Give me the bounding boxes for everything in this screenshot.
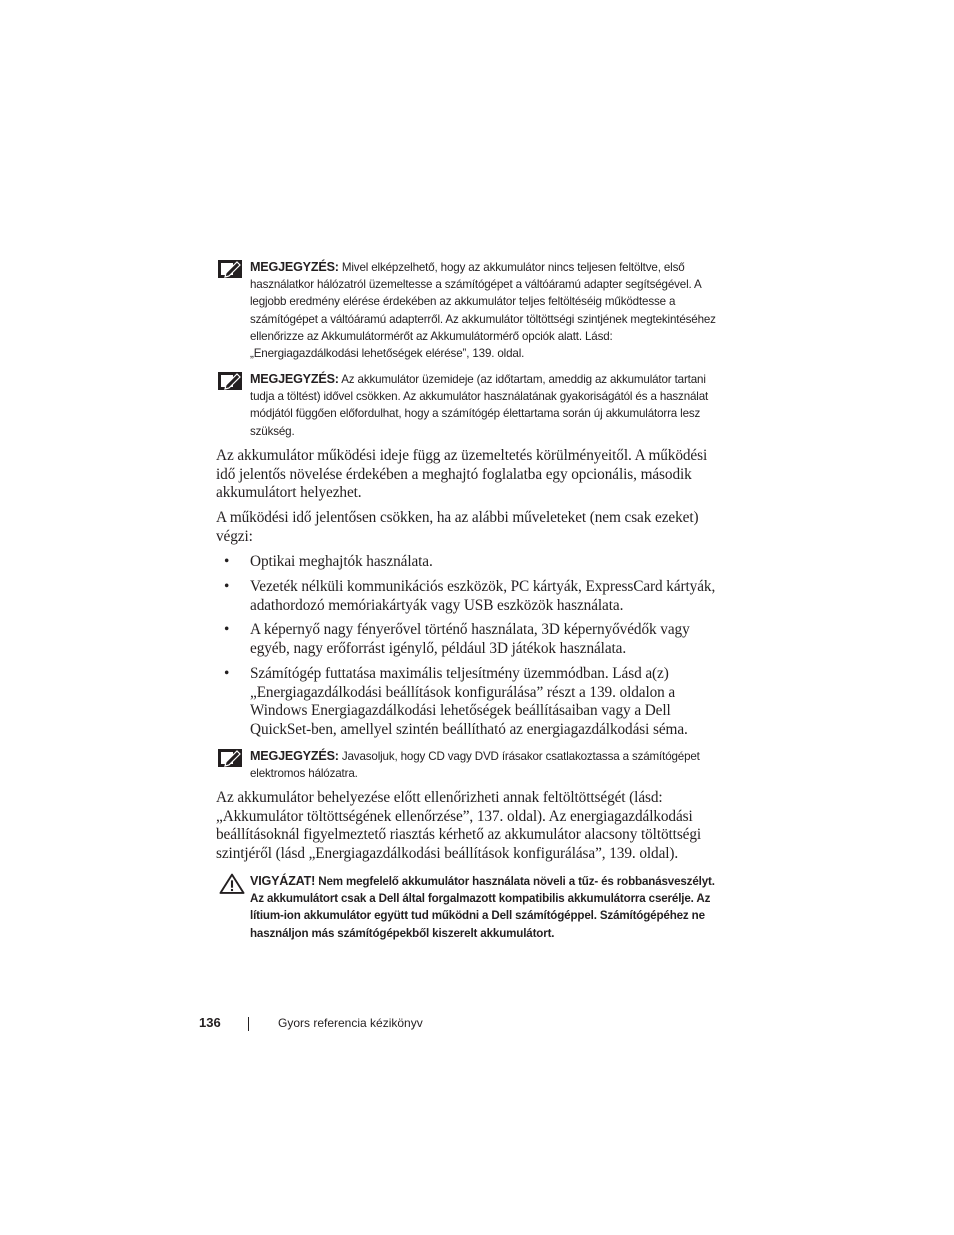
note-label: MEGJEGYZÉS: [250, 749, 339, 763]
note-pencil-icon [218, 372, 242, 390]
note-pencil-icon [218, 260, 242, 278]
body-paragraph: A működési idő jelentősen csökken, ha az alábbi műveleteket (nem csak ezeket) végzi: [216, 509, 699, 545]
note-block [216, 748, 716, 782]
bullet-icon: • [224, 621, 230, 638]
page-number: 136 [199, 1015, 221, 1030]
list-item [216, 578, 716, 615]
note-label: MEGJEGYZÉS: [250, 372, 339, 386]
list-item-text: Optikai meghajtók használata. [250, 553, 433, 570]
list-item-text: Vezeték nélküli kommunikációs eszközök, PC kártyák, ExpressCard kártyák, adathordozó memóriakártyák vagy USB eszközök használata. [250, 578, 716, 614]
note-body: Az akkumulátor üzemideje (az időtartam, ameddig az akkumulátor tartani tudja a töltést) idővel csökken. Az akkumulátor használatának gyakoriságától és a használat módjától függően előfordulhat, hogy a számítógép élettartama során új akkumulátorra lesz szükség. [250, 373, 709, 438]
bullet-icon: • [224, 665, 230, 682]
list-item-text: Számítógép futtatása maximális teljesítmény üzemmódban. Lásd a(z) „Energiagazdálkodási beállítások konfigurálása” részt a 139. oldalon a Windows Energiagazdálkodási lehetőségek beállításaiban vagy a Dell QuickSet-ben, amellyel szintén beállítható az energiagazdálkodási séma. [250, 665, 688, 739]
note-body: Mivel elképzelhető, hogy az akkumulátor nincs teljesen feltöltve, első használatkor hálózatról üzemeltesse a számítógépet a váltóáramú adapter segítségével. A legjobb eredmény elérése érdekében az akkumulátor teljes feltöltéséig működtesse a számítógépet a váltóáramú adapterről. Az akkumulátor töltöttségi szintjének megtekintéséhez ellenőrizze az Akkumulátormérőt az Akkumulátormérő opciók alatt. Lásd: „Energiagazdálkodási lehetőségek elérése”, 139. oldal. [250, 261, 716, 361]
note-pencil-icon [218, 749, 242, 767]
list-item [216, 621, 716, 658]
note-label: MEGJEGYZÉS: [250, 260, 339, 274]
caution-label: VIGYÁZAT! [250, 874, 316, 888]
note-block [216, 371, 716, 440]
warning-triangle-icon [219, 873, 245, 894]
list-item-text: A képernyő nagy fényerővel történő használata, 3D képernyővédők vagy egyéb, nagy erőforrást igénylő, például 3D játékok használata. [250, 621, 690, 657]
body-paragraph: Az akkumulátor behelyezése előtt ellenőrizheti annak feltöltöttségét (lásd: „Akkumulátor töltöttségének ellenőrzése”, 137. oldal). Az energiagazdálkodási beállításoknál figyelmeztető riasztás kérhető az akkumulátor alacsony töltöttségi szintjéről (lásd „Energiagazdálkodási beállítások konfigurálása”, 139. oldal). [216, 789, 702, 863]
footer-title: Gyors referencia kézikönyv [278, 1016, 423, 1030]
list-item [216, 665, 716, 740]
caution-body: Nem megfelelő akkumulátor használata növeli a tűz- és robbanásveszélyt. Az akkumulátort csak a Dell által forgalmazott kompatibilis akkumulátorra cserélje. Az lítium-ion akkumulátor együtt tud működni a Dell számítógéppel. Számítógépéhez ne használjon más számítógépekből kiszerelt akkumulátort. [250, 875, 715, 940]
list-item [216, 553, 716, 572]
footer-divider [248, 1017, 249, 1031]
caution-block [216, 873, 716, 942]
body-paragraph: Az akkumulátor működési ideje függ az üzemeltetés körülményeitől. A működési idő jelentős növelése érdekében a meghajtó foglalatba egy opcionális, második akkumulátort helyezhet. [216, 447, 708, 502]
bullet-icon: • [224, 553, 230, 570]
bullet-icon: • [224, 578, 230, 595]
note-body: Javasoljuk, hogy CD vagy DVD írásakor csatlakoztassa a számítógépet elektromos hálózatra. [250, 750, 700, 781]
note-block [216, 259, 716, 362]
